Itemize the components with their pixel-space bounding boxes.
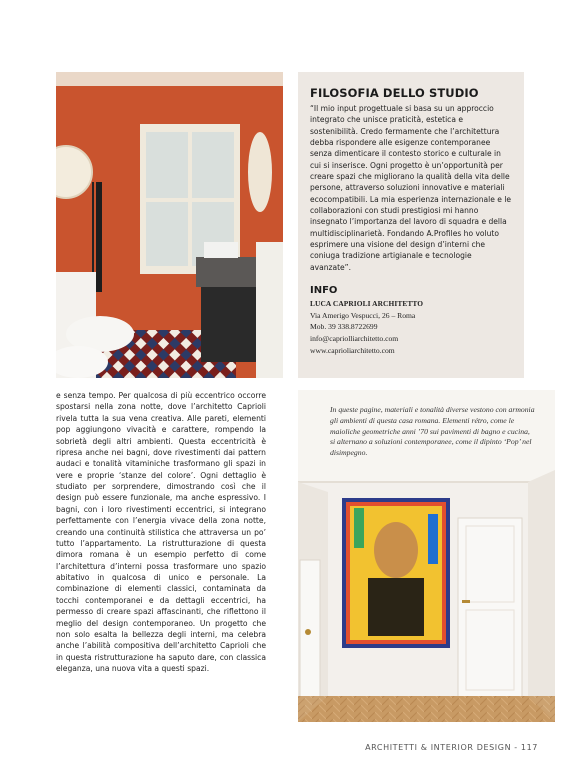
info-phone: Mob. 39 338.8722699 — [310, 322, 378, 332]
article-body: e senza tempo. Per qualcosa di più eccentrico occorre spostarsi nella zona notte, dove l’architetto Caprioli rivela tutta la sua vena creativa. Alle pareti, elementi pop aggiungono vivacità e carattere, rompendo la sobrietà degli altri ambienti. Questa eccentricità è ripresa anche nei bagni, dove rivestimenti dai pattern audaci e tonalità vitaminiche trasformano gli spazi in vere e proprie ‘stanze del colore’. Ogni dettaglio è studiato per sorprendere, dimostrando così che il design può essere funzionale, ma anche espressivo. I bagni, con i loro rivestimenti eccentrici, si integrano perfettamente con l’energia vivace della zona notte, creando una continuità stilistica che attraversa un po’ tutto l’appartamento. La ristrutturazione di questa dimora romana è un esempio perfetto di come l’architettura d’interni possa trasformare uno spazio abitativo in qualcosa di unico e personale. La combinazione di elementi classici, contaminata da tocchi contemporanei e da dettagli eccentrici, ha permesso di creare spazi affascinanti, che riflettono il meglio del design contemporaneo. Un progetto che non solo esalta la bellezza degli interni, ma celebra anche l’abilità compositiva dell’architetto Caprioli che in questa ristrutturazione ha saputo dare, con classica eleganza, una nuova vita a questi spazi. — [56, 391, 266, 673]
philosophy-title: FILOSOFIA DELLO STUDIO — [310, 86, 479, 100]
bathroom-photo — [56, 72, 283, 378]
info-email[interactable]: info@capriolliarchitetto.com — [310, 333, 399, 343]
photo-caption: In queste pagine, materiali e tonalità diverse vestono con armonia gli ambienti di questa casa romana. Elementi rétro, come le maioliche geometriche anni ’70 sui pavimenti di bagno e cucina, si alternano a soluzioni contemporanee, come il dipinto ‘Pop’ nel disimpegno. — [330, 405, 535, 458]
page-footer: ARCHITETTI & INTERIOR DESIGN - 117 — [365, 743, 538, 752]
philosophy-panel — [298, 72, 524, 378]
info-website[interactable]: www.caprioliarchitetto.com — [310, 345, 395, 355]
info-title: INFO — [310, 285, 338, 297]
info-address: Via Amerigo Vespucci, 26 – Roma — [310, 310, 416, 320]
philosophy-text: “Il mio input progettuale si basa su un approccio integrato che unisce praticità, estetica e sostenibilità. Credo fermamente che l’architettura debba rispondere alle esigenze contemporanee senza dimenticare il contesto storico e culturale in cui si inserisce. Ogni progetto è un’opportunità per creare spazi che migliorano la qualità della vita delle persone, attraverso soluzioni innovative e materiali ecocompatibili. La mia esperienza internazionale e le collaborazioni con studi prestigiosi mi hanno insegnato l’importanza del lavoro di squadra e della multidisciplinarietà. Fondando A.Profiles ho voluto esprimere una visione del design d’interni che coniuga tradizione artigianale e tecnologie avanzate”. — [310, 104, 512, 272]
info-name: LUCA CAPRIOLI ARCHITETTO — [310, 299, 424, 309]
